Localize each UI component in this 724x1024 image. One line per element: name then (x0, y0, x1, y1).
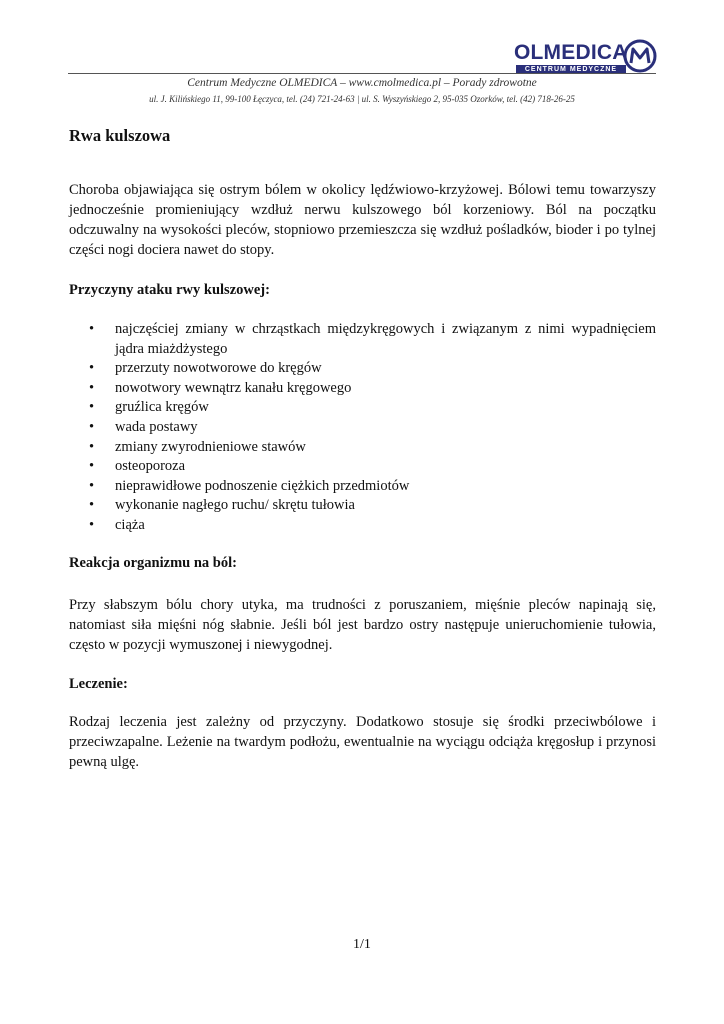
reaction-paragraph: Przy słabszym bólu chory utyka, ma trudności z poruszaniem, mięśnie pleców napinają się, natomiast siła mięśni nóg słabnie. Jeśli ból jest bardzo ostry następuje unieruchomienie tułowia, często w pozycji wymuszonej i niewygodnej. (69, 597, 656, 653)
list-item-text: nieprawidłowe podnoszenie ciężkich przedmiotów (115, 477, 410, 494)
list-item-text: ciąża (115, 516, 145, 533)
list-item (69, 516, 656, 536)
list-item (69, 477, 656, 497)
list-item-text: gruźlica kręgów (115, 399, 209, 416)
list-item-text: przerzuty nowotworowe do kręgów (115, 360, 322, 377)
list-item-text: najczęściej zmiany w chrząstkach międzykręgowych i związanym z nimi wypadnięciem jądra miażdżystego (115, 321, 656, 357)
bullet-icon: • (89, 321, 95, 337)
list-item (69, 320, 656, 359)
intro-paragraph: Choroba objawiająca się ostrym bólem w okolicy lędźwiowo-krzyżowej. Bólowi temu towarzyszy jednocześnie promieniujący wzdłuż nerwu kulszowego ból korzeniowy. Ból na początku odczuwalny na wysokości pleców, stopniowo przemieszcza się wzdłuż pośladków, bioder i po tylnej części nogi dociera nawet do stopy. (69, 182, 656, 258)
logo-subtitle: CENTRUM MEDYCZNE (516, 65, 626, 74)
list-item (69, 457, 656, 477)
treatment-paragraph: Rodzaj leczenia jest zależny od przyczyny. Dodatkowo stosuje się środki przeciwbólowe i przeciwzapalne. Leżenie na twardym podłożu, ewentualnie na wyciągu odciąża kręgosłup i przynosi pewną ulgę. (69, 714, 656, 770)
header-address-line: ul. J. Kilińskiego 11, 99-100 Łęczyca, tel. (24) 721-24-63 | ul. S. Wyszyńskiego 2, 95-035 Ozorków, tel. (42) 718-26-25 (149, 94, 575, 104)
bullet-icon: • (89, 516, 95, 533)
list-item (69, 496, 656, 516)
reaction-heading: Reakcja organizmu na ból: (69, 555, 237, 571)
list-item-text: nowotwory wewnątrz kanału kręgowego (115, 379, 352, 396)
causes-heading: Przyczyny ataku rwy kulszowej: (69, 282, 270, 298)
header-site-line: Centrum Medyczne OLMEDICA – www.cmolmedica.pl – Porady zdrowotne (187, 77, 537, 89)
bullet-icon: • (89, 399, 95, 416)
list-item (69, 418, 656, 438)
bullet-icon: • (89, 379, 95, 396)
page-number: 1/1 (353, 937, 371, 952)
bullet-icon: • (89, 477, 95, 494)
list-item-text: zmiany zwyrodnieniowe stawów (115, 438, 306, 455)
list-item-text: osteoporoza (115, 458, 186, 475)
bullet-icon: • (89, 497, 95, 514)
list-item (69, 438, 656, 458)
olmedica-logo (510, 38, 658, 76)
list-item (69, 359, 656, 379)
list-item (69, 379, 656, 399)
logo-text: OLMEDICA (514, 41, 628, 64)
list-item-text: wykonanie nagłego ruchu/ skrętu tułowia (115, 497, 355, 514)
bullet-icon: • (89, 360, 95, 377)
list-item-text: wada postawy (115, 418, 198, 435)
bullet-icon: • (89, 418, 95, 435)
causes-list (69, 320, 656, 536)
bullet-icon: • (89, 458, 95, 475)
header-divider (68, 73, 656, 74)
document-title: Rwa kulszowa (69, 126, 171, 145)
treatment-heading: Leczenie: (69, 676, 128, 692)
logo-m-emblem-icon (622, 38, 658, 74)
list-item (69, 398, 656, 418)
bullet-icon: • (89, 438, 95, 455)
